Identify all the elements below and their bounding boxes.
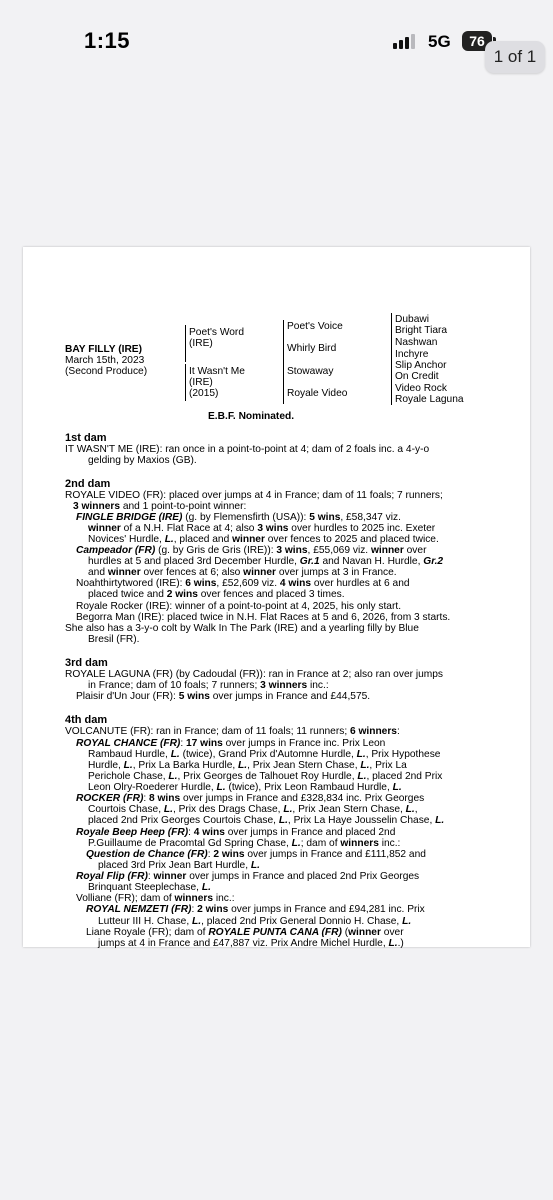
text-line: Royale Rocker (IRE): winner of a point-to-point at 4, 2025, his only start. bbox=[76, 601, 402, 612]
great-grandparent: Nashwan bbox=[395, 337, 438, 348]
pedigree-bracket bbox=[185, 325, 186, 362]
text-line: IT WASN'T ME (IRE): ran once in a point-to-point at 4; dam of 2 foals inc. a 4-y-o bbox=[65, 444, 430, 455]
text-line: Royal Flip (FR): winner over jumps in France and placed 2nd Prix Georges bbox=[76, 871, 420, 882]
text-line: hurdles at 5 and placed 3rd December Hurdle, Gr.1 and Navan H. Hurdle, Gr.2 bbox=[88, 556, 444, 567]
sire-name: Poet's Word bbox=[189, 327, 244, 338]
status-bar bbox=[0, 0, 553, 80]
sire-country: (IRE) bbox=[189, 338, 213, 349]
clock: 1:15 bbox=[84, 28, 131, 53]
text-line: P.Guillaume de Pracomtal Gd Spring Chase, L.; dam of winners inc.: bbox=[88, 838, 401, 849]
text-line: Novices' Hurdle, L., placed and winner over fences to 2025 and placed twice. bbox=[88, 534, 439, 545]
great-grandparent: Slip Anchor bbox=[395, 360, 447, 371]
text-line: and winner over fences at 6; also winner over jumps at 3 in France. bbox=[88, 567, 397, 578]
great-grandparent: Bright Tiara bbox=[395, 325, 448, 336]
dam-country: (IRE) bbox=[189, 377, 213, 388]
great-grandparent: Inchyre bbox=[395, 349, 429, 360]
text-line: placed 3rd Prix Jean Bart Hurdle, L. bbox=[98, 860, 260, 871]
battery-icon: 76 bbox=[462, 31, 492, 51]
text-line: Leon Olry-Roederer Hurdle, L. (twice), Prix Leon Rambaud Hurdle, L. bbox=[88, 782, 402, 793]
text-line: Rambaud Hurdle, L. (twice), Grand Prix d'Automne Hurdle, L., Prix Hypothese bbox=[88, 749, 441, 760]
text-line: in France; dam of 10 foals; 7 runners; 3 winners inc.: bbox=[88, 680, 329, 691]
pedigree-bracket bbox=[185, 364, 186, 401]
text-line: 3 winners and 1 point-to-point winner: bbox=[73, 501, 247, 512]
text-line: ROYAL CHANCE (FR): 17 wins over jumps in France inc. Prix Leon bbox=[76, 738, 386, 749]
grandparent: Royale Video bbox=[287, 388, 348, 399]
text-line: placed 2nd Prix Georges Courtois Chase, L., Prix La Haye Jousselin Chase, L. bbox=[88, 815, 445, 826]
text-line: VOLCANUTE (FR): ran in France; dam of 11 foals; 11 runners; 6 winners: bbox=[65, 726, 400, 737]
great-grandparent: On Credit bbox=[395, 371, 439, 382]
grandparent: Whirly Bird bbox=[287, 343, 337, 354]
produce-number: (Second Produce) bbox=[65, 366, 148, 377]
pedigree-bracket bbox=[283, 320, 284, 404]
cellular-signal-icon bbox=[393, 33, 421, 49]
text-line: gelding by Maxios (GB). bbox=[88, 455, 197, 466]
section-heading: 1st dam bbox=[65, 432, 107, 444]
text-line: Plaisir d'Un Jour (FR): 5 wins over jumps in France and £44,575. bbox=[76, 691, 371, 702]
text-line: ROYAL NEMZETI (FR): 2 wins over jumps in France and £94,281 inc. Prix bbox=[86, 904, 425, 915]
text-line: Begorra Man (IRE): placed twice in N.H. Flat Races at 5 and 6, 2026, from 3 starts. bbox=[76, 612, 451, 623]
pedigree-bracket bbox=[391, 313, 392, 405]
horse-name: BAY FILLY (IRE) bbox=[65, 344, 142, 355]
section-heading: 4th dam bbox=[65, 714, 108, 726]
text-line: Campeador (FR) (g. by Gris de Gris (IRE)): 3 wins, £55,069 viz. winner over bbox=[76, 545, 427, 556]
text-line: Liane Royale (FR); dam of ROYALE PUNTA CANA (FR) (winner over bbox=[86, 927, 404, 938]
text-line: Hurdle, L., Prix La Barka Hurdle, L., Prix Jean Stern Chase, L., Prix La bbox=[88, 760, 407, 771]
text-line: FINGLE BRIDGE (IRE) (g. by Flemensfirth (USA)): 5 wins, £58,347 viz. bbox=[76, 512, 401, 523]
text-line: Perichole Chase, L., Prix Georges de Talhouet Roy Hurdle, L., placed 2nd Prix bbox=[88, 771, 443, 782]
nomination-note: E.B.F. Nominated. bbox=[208, 411, 295, 422]
text-line: ROCKER (FR): 8 wins over jumps in France and £328,834 inc. Prix Georges bbox=[76, 793, 425, 804]
great-grandparent: Dubawi bbox=[395, 314, 429, 325]
dam-name: It Wasn't Me bbox=[189, 366, 245, 377]
text-line: ROYALE LAGUNA (FR) (by Cadoudal (FR)): ran in France at 2; also ran over jumps bbox=[65, 669, 444, 680]
text-line: Courtois Chase, L., Prix des Drags Chase, L., Prix Jean Stern Chase, L., bbox=[88, 804, 418, 815]
text-line: Noahthirtytwored (IRE): 6 wins, £52,609 viz. 4 wins over hurdles at 6 and bbox=[76, 578, 410, 589]
text-line: Royale Beep Heep (FR): 4 wins over jumps in France and placed 2nd bbox=[76, 827, 396, 838]
text-line: Question de Chance (FR): 2 wins over jumps in France and £111,852 and bbox=[86, 849, 426, 860]
network-type: 5G bbox=[428, 32, 451, 51]
text-line: Bresil (FR). bbox=[88, 634, 140, 645]
document-page bbox=[23, 247, 530, 947]
text-line: Lutteur III H. Chase, L., placed 2nd Prix General Donnio H. Chase, L. bbox=[98, 916, 412, 927]
text-line: Volliane (FR); dam of winners inc.: bbox=[76, 893, 235, 904]
dam-year: (2015) bbox=[189, 388, 219, 399]
great-grandparent: Video Rock bbox=[395, 383, 447, 394]
page-counter[interactable]: 1 of 1 bbox=[485, 41, 545, 73]
grandparent: Stowaway bbox=[287, 366, 334, 377]
grandparent: Poet's Voice bbox=[287, 321, 343, 332]
text-line: ROYALE VIDEO (FR): placed over jumps at 4 in France; dam of 11 foals; 7 runners; bbox=[65, 490, 443, 501]
text-line: Brinquant Steeplechase, L. bbox=[88, 882, 211, 893]
section-heading: 3rd dam bbox=[65, 657, 108, 669]
text-line: jumps at 4 in France and £47,887 viz. Prix Andre Michel Hurdle, L..) bbox=[98, 938, 404, 949]
foaling-date: March 15th, 2023 bbox=[65, 355, 145, 366]
section-heading: 2nd dam bbox=[65, 478, 111, 490]
great-grandparent: Royale Laguna bbox=[395, 394, 464, 405]
text-line: placed twice and 2 wins over fences and placed 3 times. bbox=[88, 589, 345, 600]
text-line: winner of a N.H. Flat Race at 4; also 3 wins over hurdles to 2025 inc. Exeter bbox=[88, 523, 436, 534]
text-line: She also has a 3-y-o colt by Walk In The Park (IRE) and a yearling filly by Blue bbox=[65, 623, 419, 634]
